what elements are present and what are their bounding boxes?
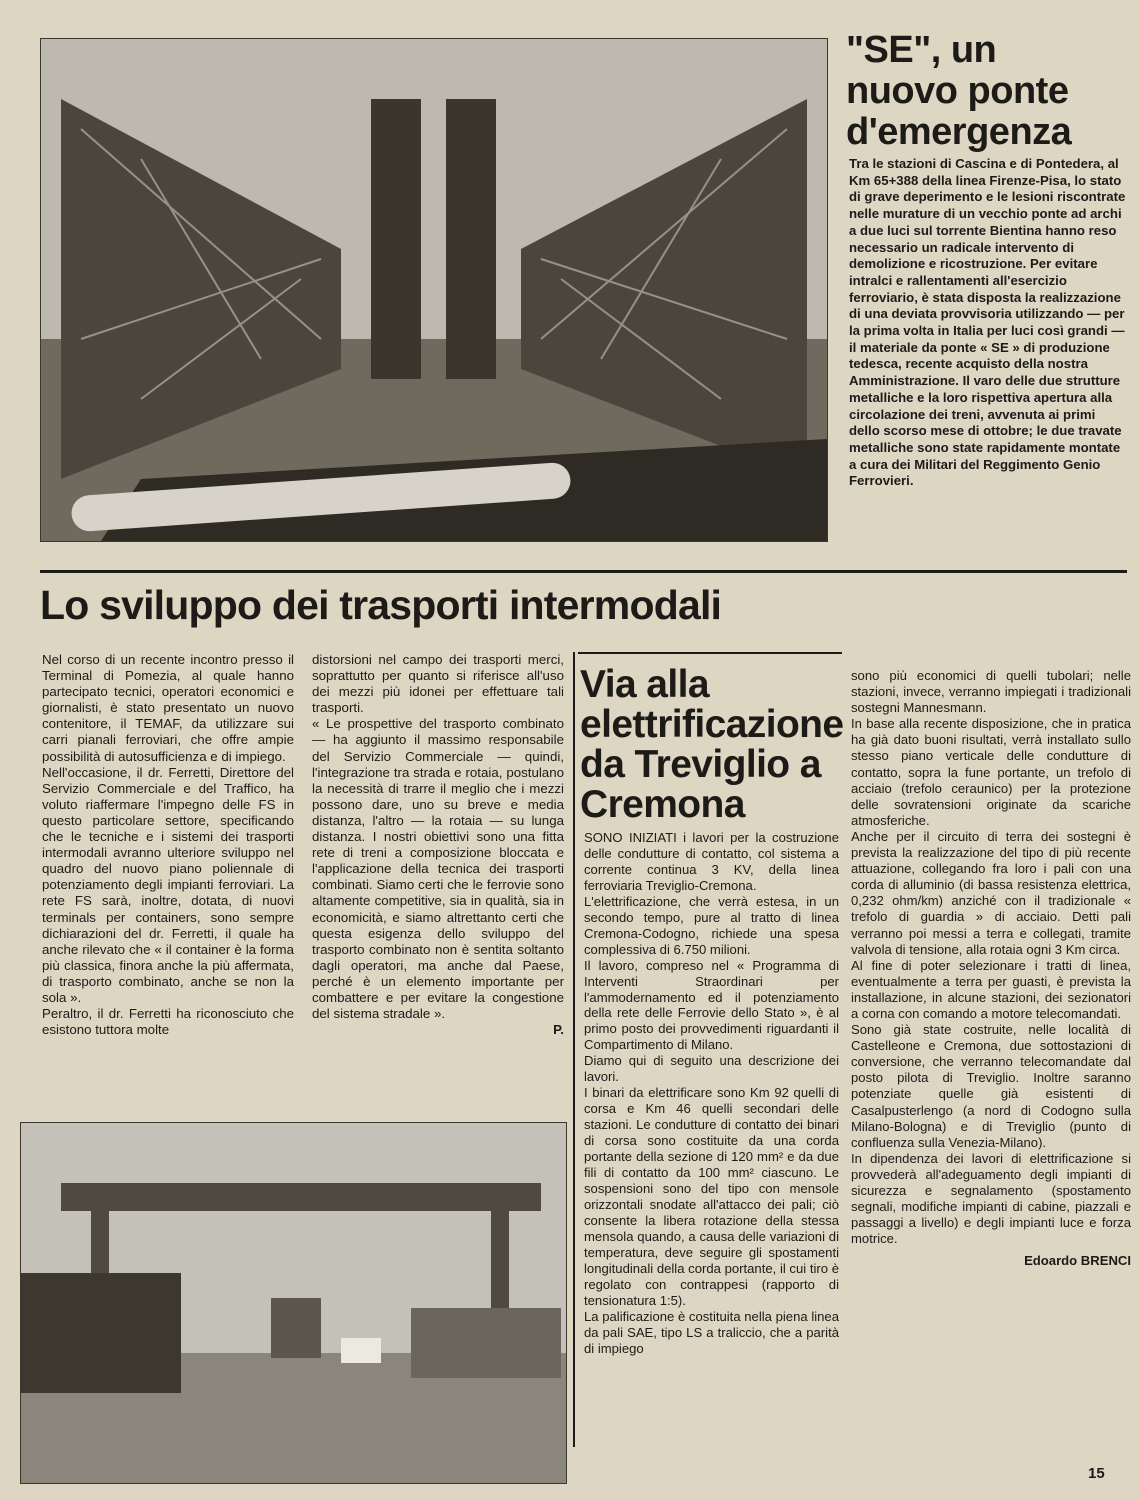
- bridge-photo: [40, 38, 828, 542]
- paragraph: Sono già state costruite, nelle località di Castelleone e Cremona, due sottostazioni di conversione, che verranno telecomandate dal posto pilota di Treviglio. Inoltre saranno potenziate quelle già esistenti di Casalpusterlengo (a nord di Codogno sulla Milano-Bologna) e di Treviglio (punto di confluenza sulla Venezia-Milano).: [851, 1022, 1131, 1150]
- paragraph: L'elettrificazione, che verrà estesa, in un secondo tempo, pure al tratto di linea Cremona-Codogno, richiede una spesa complessiva di 6.750 milioni.: [584, 893, 839, 957]
- paragraph: In dipendenza dei lavori di elettrificazione si provvederà all'adeguamento degli impianti di sicurezza e segnalamento (spostamento segnali, modifiche impianti di cabine, piazzali e passaggi a livello) e degli impianti luce e forza motrice.: [851, 1150, 1131, 1247]
- column-divider: [573, 652, 575, 1447]
- section-divider: [40, 570, 1127, 573]
- treviglio-column-2: [851, 668, 1131, 1269]
- paragraph: Al fine di poter selezionare i tratti di linea, eventualmente a terra per guasti, è prevista la installazione, in alcune stazioni, dei sezionatori a corna con comando a motore telecomandati.: [851, 957, 1131, 1021]
- se-article-title: "SE", un nuovo ponte d'emergenza: [846, 29, 1072, 153]
- paragraph: Nel corso di un recente incontro presso il Terminal di Pomezia, al quale hanno partecipato tecnici, operatori economici e giornalisti, è stato presentato un nuovo contenitore, il TEMAF, da utilizzare sui carri pianali ferroviari, che offre ampie possibilità di autosufficienza e di impiego.: [42, 652, 294, 764]
- treviglio-column-1: [584, 830, 839, 1356]
- treviglio-article-title: Via alla elettrificazione da Treviglio a Cremona: [580, 663, 844, 826]
- paragraph: I binari da elettrificare sono Km 92 quelli di corsa e Km 46 quelli secondari delle stazioni. Le condutture di contatto dei binari di corsa sono costituite da una corda portante della sezione di 120 mm² e da due fili di contatto da 100 mm² ciascuno. Le sospensioni sono del tipo con mensole orizzontali snodate all'attacco dei pali; ciò consente la libera rotazione della stessa mensola quando, a causa delle variazioni di temperatura, deve seguire gli spostamenti longitudinali della corda portante, il cui tiro è regolato con contrappesi (rapporto di tensionatura 1:5).: [584, 1085, 839, 1308]
- paragraph: distorsioni nel campo dei trasporti merci, soprattutto per quanto si riferisce all'uso dei mezzi più idonei per effettuare tali trasporti.: [312, 652, 564, 716]
- se-article-body: Tra le stazioni di Cascina e di Pontedera, al Km 65+388 della linea Firenze-Pisa, lo stato di grave deperimento e le lesioni riscontrate nelle murature di un vecchio ponte ad archi a due luci sul torrente Bientina hanno reso necessario un radicale intervento di demolizione e ricostruzione. Per evitare intralci e rallentamenti all'esercizio ferroviario, è stata disposta la realizzazione di una deviata provvisoria utilizzando — per la prima volta in Italia per luci così grandi — il materiale da ponte « SE » di produzione tedesca, recente acquisto della nostra Amministrazione. Il varo delle due strutture metalliche e la loro rispettiva apertura alla circolazione dei treni, avvenuta ai primi dello scorso mese di ottobre; le due travate metalliche sono state rapidamente montate a cura dei Militari del Reggimento Genio Ferrovieri.: [849, 156, 1126, 489]
- box-top-rule: [578, 652, 842, 654]
- intermodal-column-2: [312, 652, 564, 1038]
- terminal-photo-illustration: [21, 1123, 566, 1483]
- paragraph: Il lavoro, compreso nel « Programma di Interventi Straordinari per l'ammodernamento ed il potenziamento della rete delle Ferrovie dello Stato », è al primo posto dei provvedimenti riguardanti il Compartimento di Milano.: [584, 957, 839, 1053]
- intermodal-article-title: Lo sviluppo dei trasporti intermodali: [40, 582, 722, 628]
- paragraph: Diamo qui di seguito una descrizione dei lavori.: [584, 1053, 839, 1085]
- paragraph: In base alla recente disposizione, che in pratica ha già dato buoni risultati, verrà installato sullo stesso piano verticale delle condutture di contatto, sopra la fune portante, un trefolo di acciaio (trefolo ceraunico) per la protezione delle sovratensioni originate da scariche atmosferiche.: [851, 716, 1131, 828]
- terminal-photo: [20, 1122, 567, 1484]
- paragraph: La palificazione è costituita nella piena linea da pali SAE, tipo LS a traliccio, che a parità di impiego: [584, 1308, 839, 1356]
- page-number: 15: [1088, 1465, 1105, 1482]
- paragraph: sono più economici di quelli tubolari; nelle stazioni, invece, verranno impiegati i tradizionali sostegni Mannesmann.: [851, 668, 1131, 716]
- treviglio-signature: Edoardo BRENCI: [1024, 1253, 1131, 1269]
- intermodal-column-1: [42, 652, 294, 1038]
- intermodal-signature: P.: [553, 1022, 564, 1038]
- paragraph: Peraltro, il dr. Ferretti ha riconosciuto che esistono tuttora molte: [42, 1006, 294, 1038]
- bridge-photo-illustration: [41, 39, 827, 541]
- paragraph: SONO INIZIATI i lavori per la costruzione delle condutture di contatto, col sistema a corrente continua 3 KV, della linea ferroviaria Treviglio-Cremona.: [584, 830, 839, 893]
- paragraph: Nell'occasione, il dr. Ferretti, Direttore del Servizio Commerciale e del Traffico, ha voluto riaffermare l'impegno delle FS in questo particolare settore, specificando che le tecniche e i sistemi dei trasporti intermodali avranno ulteriore sviluppo nel quadro del nuovo piano poliennale di potenziamento degli impianti ferroviari. La rete FS sarà, inoltre, dotata, di nuovi terminals per containers, sono sempre dichiarazioni del dr. Ferretti, il quale ha anche rilevato che « il container è la forma più classica, finora anche la più affermata, di trasporto combinato, anche se non la sola ».: [42, 764, 294, 1005]
- paragraph: « Le prospettive del trasporto combinato — ha aggiunto il massimo responsabile del Servizio Commerciale — quindi, l'integrazione tra strada e rotaia, postulano la necessità di trarre il meglio che i mezzi possono dare, uno su breve e media distanza, l'altro — la rotaia — su lunga distanza. I nostri obiettivi sono una fitta rete di treni a composizione bloccata e l'applicazione della tecnica dei trasporti combinati. Siamo certi che le ferrovie sono altamente competitive, sia in qualità, sia in economicità, e siamo altrettanto certi che questa esigenza dello sviluppo del trasporto combinato non è sentita soltanto dagli operatori, ma anche dal Paese, perché è un elemento importante per combattere e per evitare la congestione del sistema stradale ».: [312, 716, 564, 1022]
- paragraph: Anche per il circuito di terra dei sostegni è prevista la realizzazione del tipo di più recente attuazione, collegando fra loro i pali con una corda di alluminio (di bassa resistenza elettrica, 0,232 ohm/km) anziché con il tradizionale « trefolo di guardia » di acciaio. Detti pali verranno poi messi a terra e collegati, tramite valvola di tensione, alla rotaia ogni 3 Km circa.: [851, 828, 1131, 957]
